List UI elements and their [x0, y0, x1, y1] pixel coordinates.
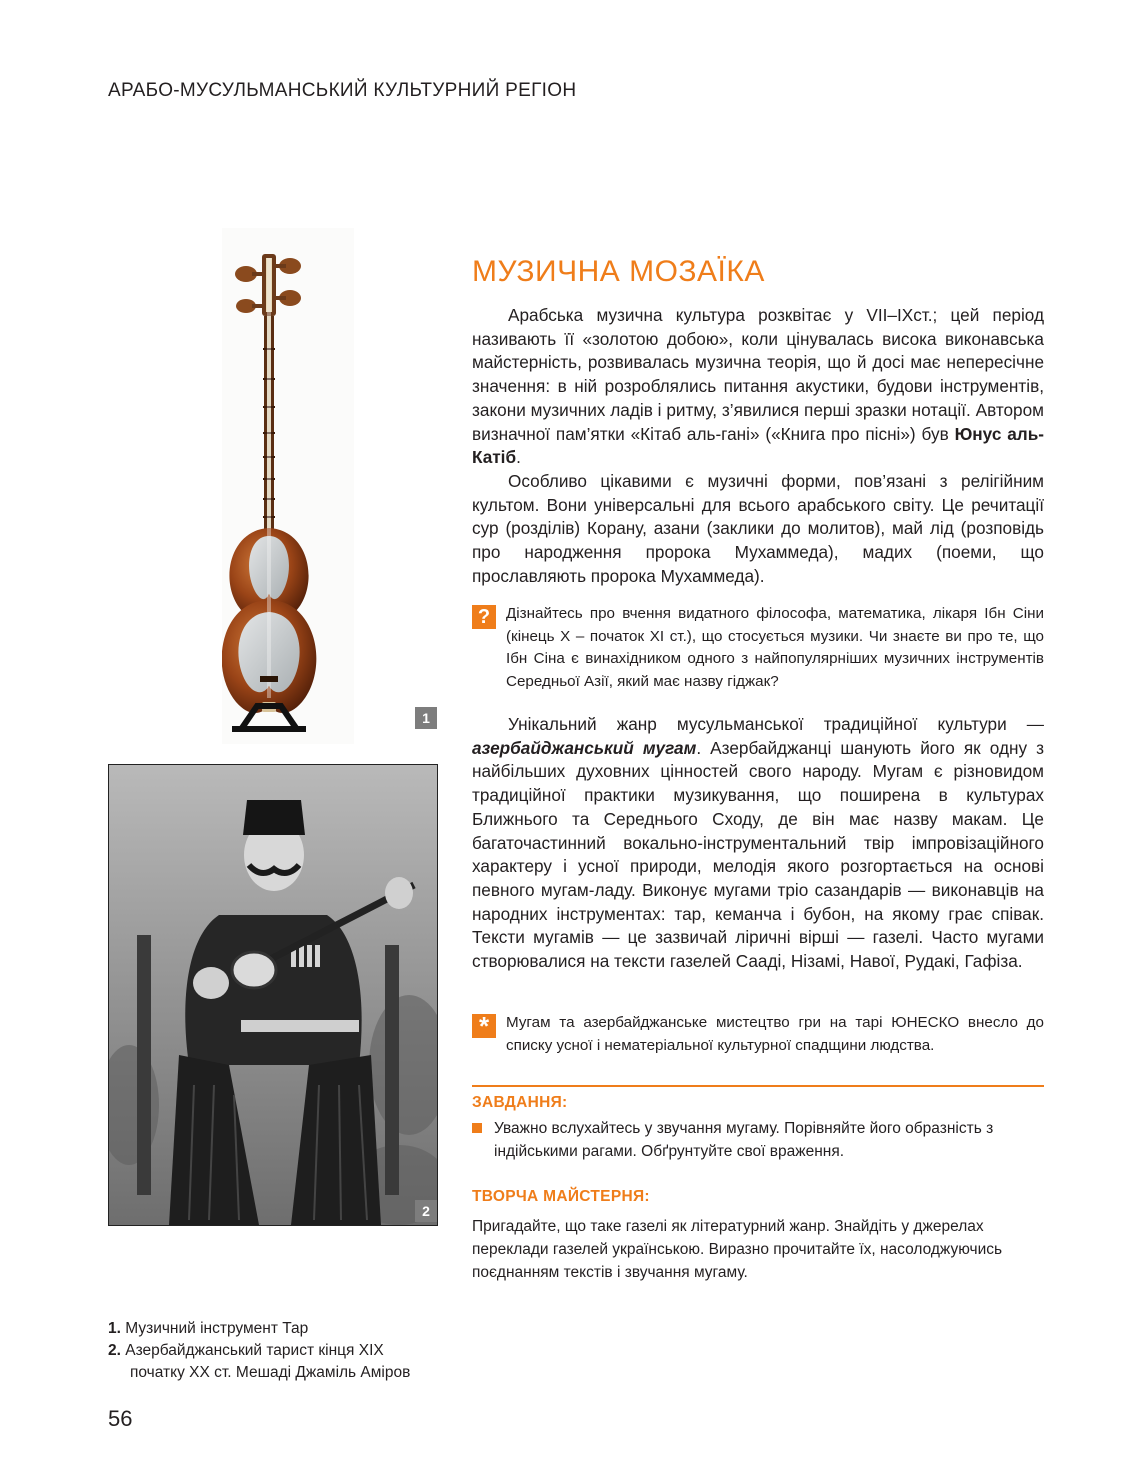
question-note — [472, 603, 1044, 693]
caption-2: 2. Азербайджанський тарист кінця XIX — [108, 1342, 384, 1359]
intro-paragraphs — [472, 304, 1044, 588]
caption-2-continuation: початку XX ст. Мешаді Джаміль Аміров — [130, 1364, 411, 1381]
creative-text: Пригадайте, що таке газелі як літературний жанр. Знайдіть у джерелах переклади газелей українською. Виразно прочитайте їх, насолоджуючись поєднанням текстів і звучання мугаму. — [472, 1218, 1003, 1281]
paragraph-2: Особливо цікавими є музичні форми, пов’язані з релігійним культом. Вони універсальні для всього арабського світу. Це речитації сур (розділів) Корану, азани (заклики до молитов), май лід (розповідь про народження пророка Мухаммеда), мадих (поеми, що прославляють пророка Мухаммеда). — [472, 470, 1044, 586]
figure-2-badge: 2 — [415, 1200, 437, 1222]
question-text: Дізнайтесь про вчення видатного філософа, математика, лікаря Ібн Сіни (кінець X – початок XI ст.), що стосується музики. Чи знаєте ви про те, що Ібн Сіна є винахідником одного з найпопулярніших музичних інструментів Середньої Азії, який має назву гіджак? — [506, 605, 1044, 690]
fact-note — [472, 1012, 1044, 1057]
paragraph-1: Арабська музична культура розквітає у VII–IXст.; цей період називають її «золотою добою», коли цінувалась висока виконавська майстерність, розвивалась музична теорія, що й досі має непересічне значення: в ній розроблялись питання акустики, будови інструментів, закони музичних ладів і ритму, з’явилися перші зразки нотації. Автором визначної пам’ятки «Кітаб аль-гані» («Книга про пісні») був Юнус аль-Катіб. — [472, 305, 1045, 468]
fact-text: Мугам та азербайджанське мистецтво гри на тарі ЮНЕСКО внесло до списку усної і нематеріальної культурної спадщини людства. — [506, 1014, 1044, 1054]
tar-instrument-illustration — [222, 228, 354, 744]
section-title: МУЗИЧНА МОЗАЇКА — [472, 255, 765, 288]
tar-instrument-photo — [222, 228, 354, 744]
square-bullet-icon — [472, 1123, 482, 1133]
page-number: 56 — [108, 1406, 133, 1431]
mugham-paragraph: Унікальний жанр мусульманської традиційної культури — азербайджанський мугам. Азербайджанці шанують його як одну з найбільших духовних цінностей свого народу. Мугам є різновидом традиційної практики музикування, що поширена в культурах Ближнього та Середнього Сходу, де він має назву макам. Це багаточастинний вокально-інструментальний твір імпровізаційного характеру і усної природи, мелодія якого розгортається на основі певного мугам-ладу. Виконує мугами тріо сазандарів — виконавців на народних інструментах: тар, кеманча і бубон, на якому грає співак. Тексти мугамів — це зазвичай ліричні вірші — газелі. Часто мугами створювалися на тексти газелей Сааді, Нізамі, Навої, Рудакі, Гафіза. — [472, 714, 1044, 972]
task-item — [472, 1117, 1044, 1163]
asterisk-icon: * — [472, 1014, 496, 1038]
task-text: Уважно вслухайтесь у звучання мугаму. Порівняйте його образність з індійськими рагами. Обґрунтуйте свої враження. — [494, 1120, 994, 1160]
figure-1-badge: 1 — [415, 707, 437, 729]
tasks-heading: ЗАВДАННЯ: — [472, 1094, 568, 1111]
tar-player-portrait-photo — [108, 764, 438, 1226]
question-icon: ? — [472, 605, 496, 629]
caption-1: 1. Музичний інструмент Тар — [108, 1320, 309, 1337]
section-divider — [472, 1085, 1044, 1087]
running-head: АРАБО-МУСУЛЬМАНСЬКИЙ КУЛЬТУРНИЙ РЕГІОН — [108, 80, 577, 101]
tar-player-illustration — [109, 765, 437, 1225]
creative-heading: ТВОРЧА МАЙСТЕРНЯ: — [472, 1188, 650, 1205]
figure-captions — [108, 1318, 443, 1384]
